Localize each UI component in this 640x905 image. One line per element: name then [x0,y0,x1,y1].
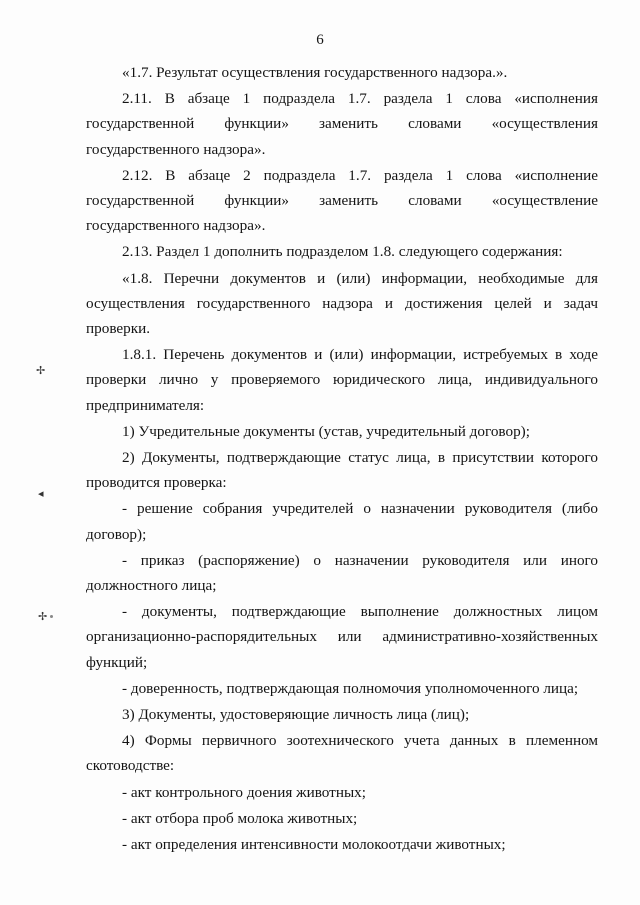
list-subitem-milk-sampling-act: - акт отбора проб молока животных; [122,809,358,827]
list-subitem-power-of-attorney: - доверенность, подтверждающая полномочия уполномоченного лица; [122,679,579,697]
scan-artifact-dot [50,615,53,618]
paragraph-2-12: 2.12. В абзаце 2 подраздела 1.7. раздела 1 слова «исполнение государственной функции» заменить словами «осуществление государственного надзора». [86,166,598,235]
list-item-2: 2) Документы, подтверждающие статус лица, в присутствии которого проводится проверка: [86,449,598,492]
list-item-1: 1) Учредительные документы (устав, учредительный договор); [122,422,530,440]
list-subitem-milk-flow-act: - акт определения интенсивности молокоотдачи животных; [122,836,506,854]
list-item-4: 4) Формы первичного зоотехнического учета данных в племенном скотоводстве: [86,732,598,775]
list-subitem-appointment-order: - приказ (распоряжение) о назначении руководителя или иного должностного лица; [86,551,598,595]
list-subitem-founders-decision: - решение собрания учредителей о назначении руководителя (либо договор); [86,500,598,543]
paragraph-1-8-1: 1.8.1. Перечень документов и (или) информации, истребуемых в ходе проверки лично у проверяемого юридического лица, индивидуального предпринимателя: [86,346,598,414]
scan-artifact-mark: ✢ [38,610,48,623]
paragraph-2-13: 2.13. Раздел 1 дополнить подразделом 1.8. следующего содержания: [122,243,563,261]
paragraph-1-7-result: «1.7. Результат осуществления государственного надзора.». [122,64,508,81]
scan-artifact-mark: ✢ [36,364,46,377]
scan-artifact-mark: ◂ [38,487,44,500]
paragraph-2-11: 2.11. В абзаце 1 подраздела 1.7. раздела 1 слова «исполнения государственной функции» заменить словами «осуществления государственного надзора». [86,90,598,158]
paragraph-1-8: «1.8. Перечни документов и (или) информации, необходимые для осуществления государственного надзора и достижения целей и задач проверки. [86,269,598,338]
document-body [86,60,598,857]
list-item-3: 3) Документы, удостоверяющие личность лица (лиц); [122,706,470,724]
page-number: 6 [316,32,324,48]
list-subitem-milking-act: - акт контрольного доения животных; [122,783,366,801]
list-subitem-official-functions: - документы, подтверждающие выполнение должностных лицом организационно-распорядительных или административно-хозяйственных функций; [86,603,598,671]
